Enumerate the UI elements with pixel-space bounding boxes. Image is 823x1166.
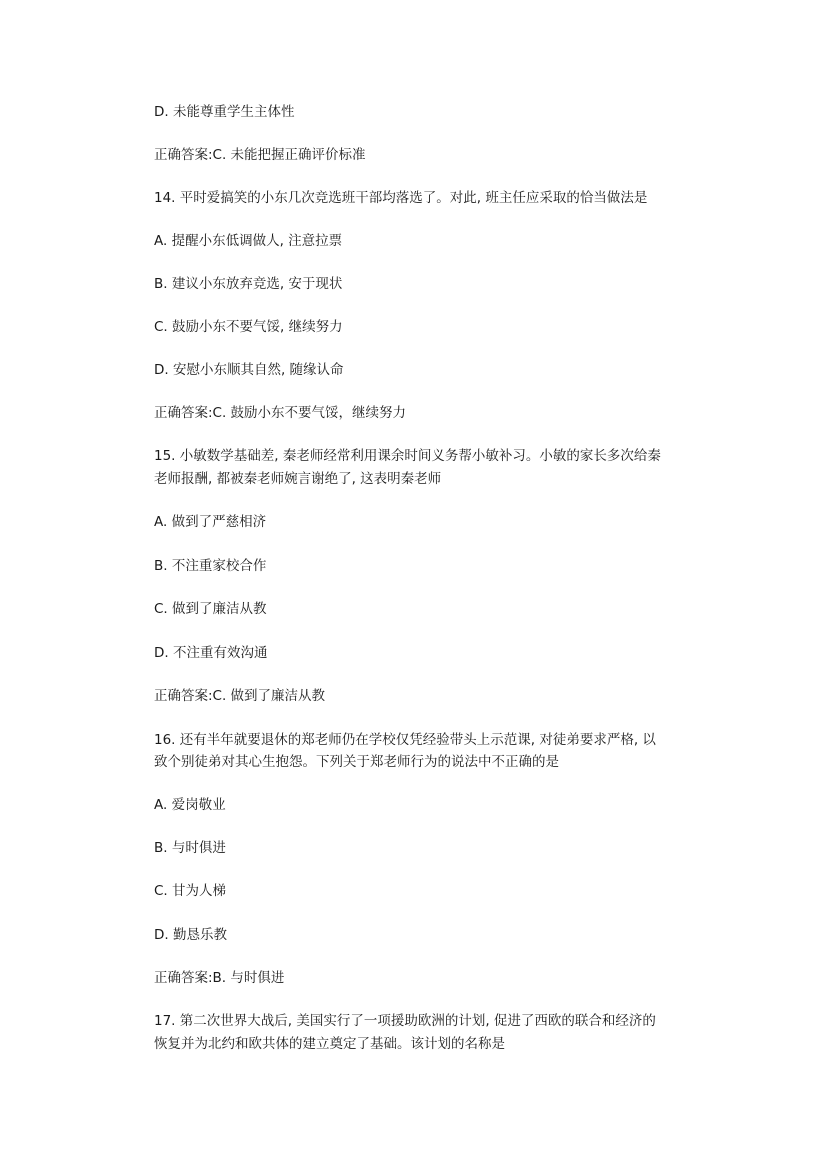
q14-option-b: B. 建议小东放弃竞选, 安于现状 xyxy=(154,276,343,292)
q16-option-c: C. 甘为人梯 xyxy=(154,883,227,899)
q14-option-a: A. 提醒小东低调做人, 注意拉票 xyxy=(154,233,343,249)
q13-option-d: D. 未能尊重学生主体性 xyxy=(154,104,295,120)
q14-option-d: D. 安慰小东顺其自然, 随缘认命 xyxy=(154,362,344,378)
q16-question-line2: 致个别徒弟对其心生抱怨。下列关于郑老师行为的说法中不正确的是 xyxy=(154,754,559,770)
q15-option-b: B. 不注重家校合作 xyxy=(154,558,267,574)
q13-answer: 正确答案:C. 未能把握正确评价标准 xyxy=(154,147,366,163)
q14-option-c: C. 鼓励小东不要气馁, 继续努力 xyxy=(154,319,343,335)
q14-question: 14. 平时爱搞笑的小东几次竞选班干部均落选了。对此, 班主任应采取的恰当做法是 xyxy=(154,190,648,206)
q16-option-a: A. 爱岗敬业 xyxy=(154,797,226,813)
q16-option-d: D. 勤恳乐教 xyxy=(154,927,227,943)
q15-option-d: D. 不注重有效沟通 xyxy=(154,645,268,661)
q15-option-a: A. 做到了严慈相济 xyxy=(154,514,267,530)
q15-question-line2: 老师报酬, 都被秦老师婉言谢绝了, 这表明秦老师 xyxy=(154,471,442,487)
q15-answer: 正确答案:C. 做到了廉洁从教 xyxy=(154,688,326,704)
q14-answer: 正确答案:C. 鼓励小东不要气馁，继续努力 xyxy=(154,405,407,421)
q17-question-line2: 恢复并为北约和欧共体的建立奠定了基础。该计划的名称是 xyxy=(154,1036,505,1052)
q16-option-b: B. 与时俱进 xyxy=(154,840,226,856)
q17-question-line1: 17. 第二次世界大战后, 美国实行了一项援助欧洲的计划, 促进了西欧的联合和经济的 xyxy=(154,1013,656,1029)
q15-option-c: C. 做到了廉洁从教 xyxy=(154,601,267,617)
q16-question-line1: 16. 还有半年就要退休的郑老师仍在学校仅凭经验带头上示范课, 对徒弟要求严格, 以 xyxy=(154,732,656,748)
q15-question-line1: 15. 小敏数学基础差, 秦老师经常利用课余时间义务帮小敏补习。小敏的家长多次给秦 xyxy=(154,448,661,464)
q16-answer: 正确答案:B. 与时俱进 xyxy=(154,970,285,986)
